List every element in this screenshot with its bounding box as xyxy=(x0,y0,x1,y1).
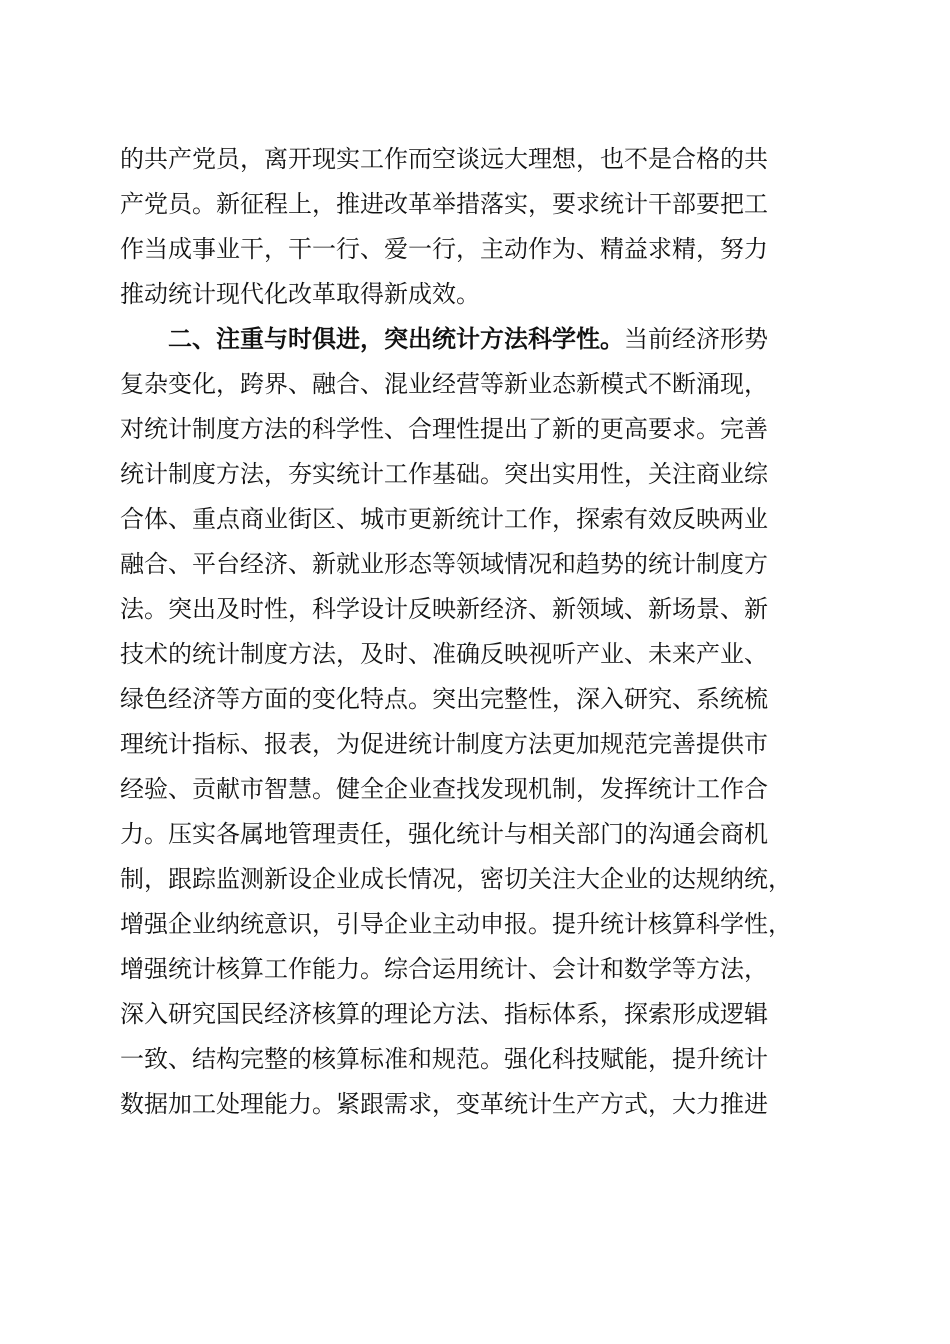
paragraph-line: 融合、平台经济、新就业形态等领域情况和趋势的统计制度方 xyxy=(120,550,768,578)
paragraph-line: 增强企业纳统意识，引导企业主动申报。提升统计核算科学性， xyxy=(120,910,792,938)
paragraph-line: 推动统计现代化改革取得新成效。 xyxy=(120,280,480,308)
paragraph-line: 的共产党员，离开现实工作而空谈远大理想，也不是合格的共 xyxy=(120,145,768,173)
paragraph-line: 作当成事业干，干一行、爱一行，主动作为、精益求精，努力 xyxy=(120,235,768,263)
paragraph-line: 经验、贡献市智慧。健全企业查找发现机制，发挥统计工作合 xyxy=(120,775,768,803)
paragraph-line: 合体、重点商业街区、城市更新统计工作，探索有效反映两业 xyxy=(120,505,768,533)
paragraph-line: 法。突出及时性，科学设计反映新经济、新领域、新场景、新 xyxy=(120,595,768,623)
paragraph-line: 数据加工处理能力。紧跟需求，变革统计生产方式，大力推进 xyxy=(120,1090,768,1118)
paragraph-line: 绿色经济等方面的变化特点。突出完整性，深入研究、系统梳 xyxy=(120,685,768,713)
paragraph-line: 制，跟踪监测新设企业成长情况，密切关注大企业的达规纳统， xyxy=(120,865,792,893)
paragraph-line: 深入研究国民经济核算的理论方法、指标体系，探索形成逻辑 xyxy=(120,1000,768,1028)
paragraph-line: 力。压实各属地管理责任，强化统计与相关部门的沟通会商机 xyxy=(120,820,768,848)
paragraph-line: 对统计制度方法的科学性、合理性提出了新的更高要求。完善 xyxy=(120,415,768,443)
section-heading-line xyxy=(168,319,832,359)
paragraph-line: 增强统计核算工作能力。综合运用统计、会计和数学等方法， xyxy=(120,955,768,983)
section-heading-continuation: 当前经济形势 xyxy=(624,325,768,353)
paragraph-line: 产党员。新征程上，推进改革举措落实，要求统计干部要把工 xyxy=(120,190,768,218)
paragraph-line: 理统计指标、报表，为促进统计制度方法更加规范完善提供市 xyxy=(120,730,768,758)
paragraph-line: 复杂变化，跨界、融合、混业经营等新业态新模式不断涌现， xyxy=(120,370,768,398)
paragraph-line: 统计制度方法，夯实统计工作基础。突出实用性，关注商业综 xyxy=(120,460,768,488)
section-heading: 二、注重与时俱进，突出统计方法科学性。 xyxy=(168,325,624,353)
paragraph-line: 一致、结构完整的核算标准和规范。强化科技赋能，提升统计 xyxy=(120,1045,768,1073)
paragraph-line: 技术的统计制度方法，及时、准确反映视听产业、未来产业、 xyxy=(120,640,768,668)
